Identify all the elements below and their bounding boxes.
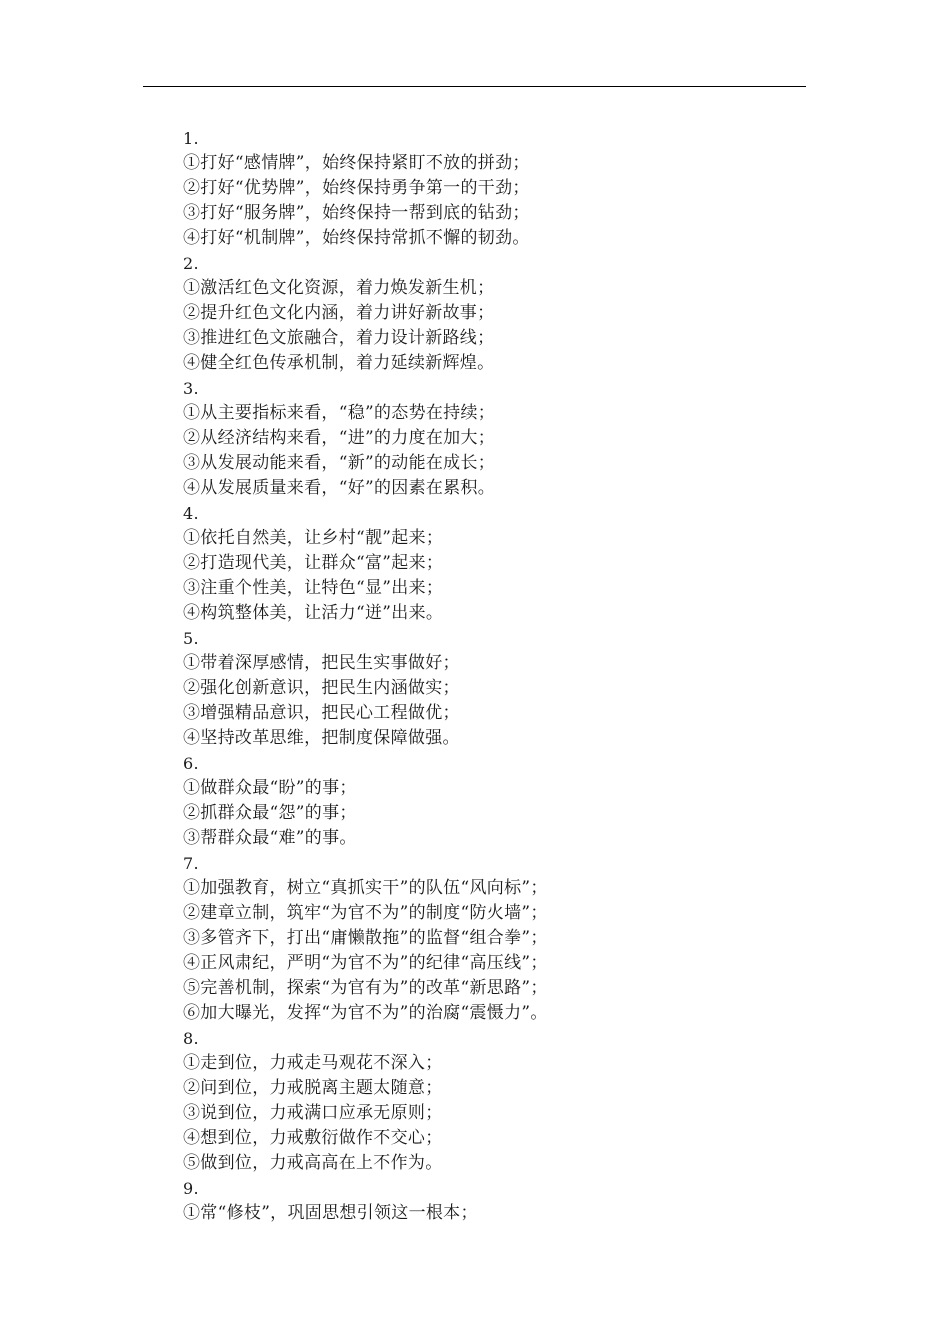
section-number: 3. — [183, 379, 199, 398]
section-number: 6. — [183, 754, 199, 773]
list-item: ①常“修枝”，巩固思想引领这一根本； — [183, 1203, 478, 1223]
list-item: ①加强教育，树立“真抓实干”的队伍“风向标”； — [183, 878, 548, 898]
section-number: 4. — [183, 504, 199, 523]
list-item: ①带着深厚感情，把民生实事做好； — [183, 653, 460, 673]
list-item: ③注重个性美，让特色“显”出来； — [183, 578, 444, 598]
list-item: ③推进红色文旅融合，着力设计新路线； — [183, 328, 495, 348]
list-item: ④想到位，力戒敷衍做作不交心； — [183, 1128, 443, 1148]
list-item: ①激活红色文化资源，着力焕发新生机； — [183, 278, 495, 298]
list-item: ③增强精品意识，把民心工程做优； — [183, 703, 460, 723]
list-item: ①从主要指标来看，“稳”的态势在持续； — [183, 403, 496, 423]
section-number: 2. — [183, 254, 199, 273]
section-number: 9. — [183, 1179, 199, 1198]
list-item: ⑤完善机制，探索“为官有为”的改革“新思路”； — [183, 978, 548, 998]
list-item: ③多管齐下，打出“庸懒散拖”的监督“组合拳”； — [183, 928, 548, 948]
list-item: ④健全红色传承机制，着力延续新辉煌。 — [183, 353, 495, 373]
list-item: ②强化创新意识，把民生内涵做实； — [183, 678, 460, 698]
list-item: ②问到位，力戒脱离主题太随意； — [183, 1078, 443, 1098]
section-number: 1. — [183, 129, 199, 148]
list-item: ③说到位，力戒满口应承无原则； — [183, 1103, 443, 1123]
list-item: ④构筑整体美，让活力“迸”出来。 — [183, 603, 444, 623]
list-item: ③打好“服务牌”，始终保持一帮到底的钻劲； — [183, 203, 530, 223]
list-item: ①依托自然美，让乡村“靓”起来； — [183, 528, 444, 548]
document-body — [183, 126, 823, 1226]
list-item: ③从发展动能来看，“新”的动能在成长； — [183, 453, 496, 473]
list-item: ②建章立制，筑牢“为官不为”的制度“防火墙”； — [183, 903, 548, 923]
list-item: ⑤做到位，力戒高高在上不作为。 — [183, 1153, 443, 1173]
list-item: ②抓群众最“怨”的事； — [183, 803, 357, 823]
list-item: ①走到位，力戒走马观花不深入； — [183, 1053, 443, 1073]
list-item: ④打好“机制牌”，始终保持常抓不懈的韧劲。 — [183, 228, 530, 248]
section-number: 8. — [183, 1029, 199, 1048]
list-item: ⑥加大曝光，发挥“为官不为”的治腐“震慑力”。 — [183, 1003, 548, 1023]
list-item: ②从经济结构来看，“进”的力度在加大； — [183, 428, 496, 448]
section-number: 5. — [183, 629, 199, 648]
section-number: 7. — [183, 854, 199, 873]
list-item: ②提升红色文化内涵，着力讲好新故事； — [183, 303, 495, 323]
list-item: ④从发展质量来看，“好”的因素在累积。 — [183, 478, 496, 498]
header-rule — [143, 86, 806, 87]
list-item: ②打好“优势牌”，始终保持勇争第一的干劲； — [183, 178, 530, 198]
list-item: ④正风肃纪，严明“为官不为”的纪律“高压线”； — [183, 953, 548, 973]
list-item: ①打好“感情牌”，始终保持紧盯不放的拼劲； — [183, 153, 530, 173]
list-item: ①做群众最“盼”的事； — [183, 778, 357, 798]
list-item: ③帮群众最“难”的事。 — [183, 828, 357, 848]
list-item: ②打造现代美，让群众“富”起来； — [183, 553, 444, 573]
list-item: ④坚持改革思维，把制度保障做强。 — [183, 728, 460, 748]
